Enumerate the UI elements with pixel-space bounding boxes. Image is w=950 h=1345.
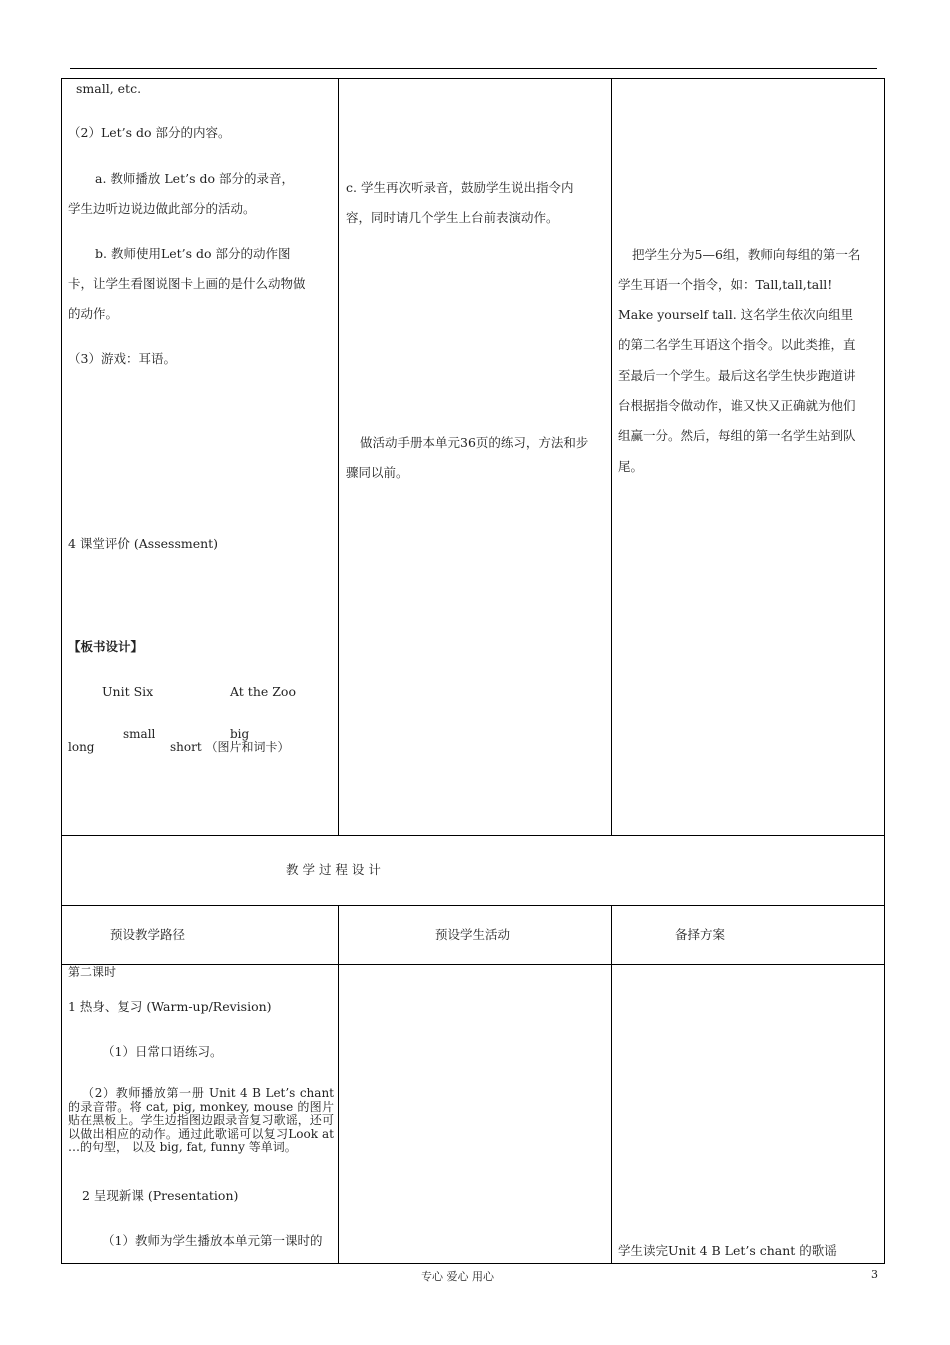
text-ex-line1: 做活动手册本单元36页的练习，方法和步 (360, 435, 589, 450)
text-w1: （1）日常口语练习。 (102, 1044, 223, 1059)
board-topic: At the Zoo (230, 684, 296, 699)
row-divider (61, 905, 885, 906)
header-teaching-path: 预设教学路径 (110, 927, 186, 942)
col-divider (611, 905, 612, 1264)
text-p1: （1）教师为学生播放本单元第一课时的 (102, 1233, 323, 1248)
alt-line-8: 尾。 (618, 459, 644, 474)
text-b-line1: b. 教师使用Let’s do 部分的动作图 (95, 246, 291, 261)
col-divider (338, 905, 339, 1264)
text-item2: （2）Let’s do 部分的内容。 (68, 125, 231, 140)
row-divider (61, 964, 885, 965)
text-c-line1: c. 学生再次听录音，鼓励学生说出指令内 (346, 180, 574, 195)
text-warmup: 1 热身、复习 (Warm-up/Revision) (68, 999, 272, 1014)
text-a-line1: a. 教师播放 Let’s do 部分的录音， (95, 171, 294, 186)
alt-line-3: Make yourself tall. 这名学生依次向组里 (618, 307, 854, 322)
header-alternative-plan: 备择方案 (675, 927, 726, 942)
text-small-etc: small, etc. (76, 81, 142, 96)
text-w2: （2）教师播放第一册 Unit 4 B Let’s chant 的录音带。将 cat, pig, monkey, mouse 的图片贴在黑板上。学生边指图边跟录音复习歌谣，还可以做出相应的动作。通过此歌谣可以复习Look at …的句型， 以及 big, fat, funny 等单词。 (68, 1086, 334, 1154)
text-b-line3: 的动作。 (68, 306, 119, 321)
alt-line-6: 台根据指令做动作，谁又快又正确就为他们 (618, 398, 856, 413)
col-divider (338, 78, 339, 835)
board-word-small: small (123, 727, 156, 741)
alt-line-5: 至最后一个学生。最后这名学生快步跑道讲 (618, 368, 856, 383)
alt-line-7: 组赢一分。然后，每组的第一名学生站到队 (618, 428, 856, 443)
alt-line-2: 学生耳语一个指令，如：Tall,tall,tall! (618, 277, 833, 292)
text-lesson: 第二课时 (68, 965, 117, 979)
header-rule (70, 68, 877, 69)
alt-last-line: 学生读完Unit 4 B Let’s chant 的歌谣 (618, 1243, 837, 1258)
board-word-short: short （图片和词卡） (170, 740, 290, 754)
col-divider (611, 78, 612, 835)
text-c-line2: 容，同时请几个学生上台前表演动作。 (346, 210, 559, 225)
alt-line-4: 的第二名学生耳语这个指令。以此类推，直 (618, 337, 856, 352)
board-word-long: long (68, 740, 95, 754)
board-word-big: big (230, 727, 250, 741)
footer-motto: 专心 爱心 用心 (421, 1270, 494, 1283)
text-b-line2: 卡，让学生看图说图卡上画的是什么动物做 (68, 276, 306, 291)
section-title: 教 学 过 程 设 计 (286, 862, 381, 877)
alt-line-1: 把学生分为5—6组，教师向每组的第一名 (632, 247, 861, 262)
text-item3: （3）游戏：耳语。 (68, 351, 176, 366)
page-number: 3 (871, 1268, 878, 1281)
board-heading: 【板书设计】 (68, 639, 144, 654)
text-assessment: 4 课堂评价 (Assessment) (68, 536, 219, 551)
board-unit: Unit Six (102, 684, 154, 699)
header-student-activity: 预设学生活动 (435, 927, 511, 942)
text-a-line2: 学生边听边说边做此部分的活动。 (68, 201, 256, 216)
row-divider (61, 835, 885, 836)
text-presentation: 2 呈现新课 (Presentation) (82, 1188, 239, 1203)
text-ex-line2: 骤同以前。 (346, 465, 409, 480)
